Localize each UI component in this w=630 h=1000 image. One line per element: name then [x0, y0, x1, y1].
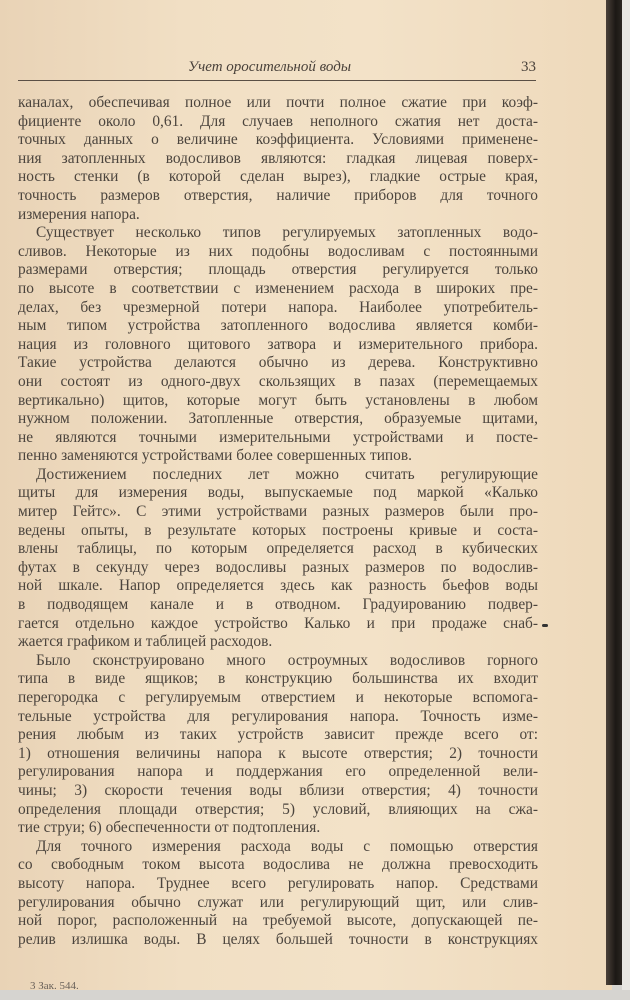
text-line: измерения напора.: [18, 205, 140, 223]
text-line: высоту напора. Труднее всего регулировать напор. Средствами: [18, 874, 538, 892]
text-line: ной порог, расположенный на требуемой высоте, допускающей пе-: [18, 912, 538, 930]
printer-signature: 3 Зак. 544.: [30, 980, 79, 993]
scan-edge: [622, 0, 630, 990]
paragraph: [18, 224, 538, 466]
text-line: Достижением последних лет можно считать регулирующие: [36, 465, 538, 483]
text-line: тие струи; 6) обеспеченности от подтопления.: [18, 819, 321, 837]
text-line: по высоте в соответствии с изменением расхода в широких пре-: [18, 279, 538, 297]
ink-mark: [542, 624, 548, 627]
text-line: нация из головного щитового затвора и измерительного прибора.: [18, 335, 538, 353]
text-line: ведены опыты, в результате которых построены кривые и соста-: [18, 521, 538, 539]
text-line: пенно заменяются устройствами более совершенных типов.: [18, 447, 412, 465]
text-line: Такие устройства делаются обычно из дерева. Конструктивно: [18, 354, 538, 372]
text-line: каналах, обеспечивая полное или почти полное сжатие при коэф-: [18, 94, 538, 111]
text-line: точных данных о величине коэффициента. Условиями применене-: [18, 131, 538, 149]
text-line: делах, без чрезмерной потери напора. Наиболее употребитель-: [18, 298, 538, 316]
page-content: [18, 94, 538, 993]
text-line: ным типом устройства затопленного водослива является комби-: [18, 317, 538, 335]
text-line: регулирования напора и поддержания его определенной вели-: [18, 763, 538, 781]
text-line: перегородка с регулируемым отверстием и некоторые вспомога-: [18, 689, 538, 706]
text-line: ность стенки (в которой сделан вырез), гладкие острые края,: [18, 168, 538, 186]
text-line: щиты для измерения воды, выпускаемые под маркой «Калько: [18, 484, 538, 502]
paragraph: [18, 466, 538, 652]
text-line: они состоят из одного-двух скользящих в пазах (перемещаемых: [18, 372, 538, 390]
paragraph: [18, 838, 538, 950]
body-text: [18, 94, 538, 949]
text-line: релив излишка воды. В целях большей точности в конструкциях: [18, 930, 538, 948]
text-line: Для точного измерения расхода воды с помощью отверстия: [36, 837, 538, 855]
text-line: определения площади отверстия; 5) условий, влияющих на сжа-: [18, 800, 538, 818]
text-line: сливов. Некоторые из них подобны водосливам с постоянными: [18, 242, 538, 260]
book-spine-shadow: [606, 0, 622, 985]
text-line: Существует несколько типов регулируемых затопленных водо-: [36, 224, 538, 242]
text-line: вертикально) щитов, которые могут быть установлены в любом: [18, 391, 538, 409]
text-line: со свободным током высота водослива не должна превосходить: [18, 856, 538, 874]
text-line: тельные устройства для регулирования напора. Точность изме-: [18, 707, 538, 725]
text-line: рения любым из таких устройств зависит прежде всего от:: [18, 726, 538, 744]
text-line: ния затопленных водосливов являются: гладкая лицевая поверх-: [18, 149, 538, 167]
text-line: футах в секунду через водосливы разных размеров по водослив-: [18, 558, 538, 576]
text-line: в подводящем канале и в отводном. Градуированию подвер-: [18, 596, 538, 614]
text-line: влены таблицы, по которым определяется расход в кубических: [18, 540, 538, 558]
text-line: гается отдельно каждое устройство Калько и при продаже снаб-: [18, 614, 538, 632]
text-line: не являются точными измерительными устройствами и посте-: [18, 428, 538, 446]
text-line: жается графиком и таблицей расходов.: [18, 633, 273, 651]
running-title: Учет оросительной воды: [188, 59, 351, 75]
paragraph: [18, 94, 538, 224]
text-line: Было сконструировано много остроумных водосливов горного: [36, 651, 538, 669]
text-line: фициенте около 0,61. Для случаев неполного сжатия нет доста-: [18, 112, 538, 130]
text-line: 1) отношения величины напора к высоте отверстия; 2) точности: [18, 744, 538, 762]
page-number: 33: [521, 59, 536, 75]
text-line: размерами отверстия; площадь отверстия регулируется только: [18, 261, 538, 279]
text-line: ной шкале. Напор определяется здесь как разность бьефов воды: [18, 577, 538, 595]
text-line: митер Гейтс». С этими устройствами разных размеров были про-: [18, 503, 538, 521]
text-line: нужном положении. Затопленные отверстия, образуемые щитами,: [18, 410, 538, 428]
text-line: регулирования обычно служат или регулирующий щит, или слив-: [18, 893, 538, 911]
text-line: точность размеров отверстия, наличие приборов для точного: [18, 186, 538, 204]
text-line: типа в виде ящиков; в конструкцию большинства их входит: [18, 670, 538, 688]
paragraph: [18, 652, 538, 838]
running-header: [18, 56, 536, 81]
text-line: чины; 3) скорости течения воды вблизи отверстия; 4) точности: [18, 781, 538, 799]
